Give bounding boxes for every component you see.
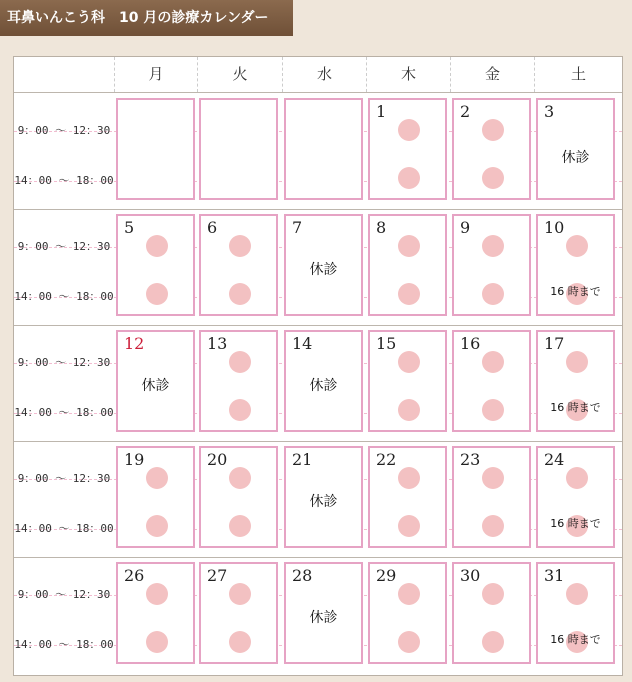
morning-slot-label: 9：00 〜 12：30 xyxy=(17,240,111,253)
week-separator xyxy=(14,325,622,326)
afternoon-slot-label: 14：00 〜 18：00 xyxy=(14,290,114,303)
early-close-note: 16 時まで xyxy=(550,401,601,414)
morning-slot-label: 9：00 〜 12：30 xyxy=(17,472,111,485)
day-cell-thu xyxy=(368,98,447,200)
closed-label: 休診 xyxy=(141,378,170,394)
date-number: 3 xyxy=(544,102,555,121)
open-afternoon-dot xyxy=(482,399,504,421)
open-afternoon-dot xyxy=(398,515,420,537)
day-cell-tue xyxy=(199,98,278,200)
date-number: 30 xyxy=(460,566,481,585)
calendar-table xyxy=(13,56,623,676)
early-close-note: 16 時まで xyxy=(550,285,601,298)
open-morning-dot xyxy=(229,351,251,373)
day-cell-fri xyxy=(452,446,531,548)
day-cell-thu xyxy=(368,446,447,548)
afternoon-slot-label: 14：00 〜 18：00 xyxy=(14,174,114,187)
open-morning-dot xyxy=(482,119,504,141)
open-afternoon-dot xyxy=(482,631,504,653)
date-number: 22 xyxy=(376,450,397,469)
date-number: 15 xyxy=(376,334,397,353)
day-cell-fri xyxy=(452,562,531,664)
open-morning-dot xyxy=(566,235,588,257)
open-afternoon-dot xyxy=(229,631,251,653)
open-morning-dot xyxy=(229,235,251,257)
week-separator xyxy=(14,209,622,210)
open-morning-dot xyxy=(229,467,251,489)
open-morning-dot xyxy=(482,467,504,489)
day-cell-wed xyxy=(284,446,363,548)
week-separator xyxy=(14,557,622,558)
open-morning-dot xyxy=(398,235,420,257)
day-cell-wed xyxy=(284,98,363,200)
day-cell-mon xyxy=(116,330,195,432)
day-cell-mon xyxy=(116,446,195,548)
open-morning-dot xyxy=(146,583,168,605)
date-number: 17 xyxy=(544,334,565,353)
date-number: 6 xyxy=(207,218,218,237)
afternoon-slot-label: 14：00 〜 18：00 xyxy=(14,406,114,419)
date-number: 29 xyxy=(376,566,397,585)
day-header-thu: 木 xyxy=(366,57,450,92)
closed-label: 休診 xyxy=(309,494,338,510)
date-number: 16 xyxy=(460,334,481,353)
date-number: 26 xyxy=(124,566,145,585)
open-afternoon-dot xyxy=(398,399,420,421)
day-cell-thu xyxy=(368,214,447,316)
open-morning-dot xyxy=(146,235,168,257)
open-morning-dot xyxy=(398,351,420,373)
open-afternoon-dot xyxy=(398,167,420,189)
date-number: 10 xyxy=(544,218,565,237)
date-number: 2 xyxy=(460,102,471,121)
day-cell-tue xyxy=(199,562,278,664)
open-afternoon-dot xyxy=(398,631,420,653)
afternoon-slot-label: 14：00 〜 18：00 xyxy=(14,638,114,651)
open-afternoon-dot xyxy=(229,399,251,421)
open-morning-dot xyxy=(566,351,588,373)
day-cell-thu xyxy=(368,562,447,664)
morning-slot-label: 9：00 〜 12：30 xyxy=(17,124,111,137)
morning-slot-label: 9：00 〜 12：30 xyxy=(17,356,111,369)
date-number: 5 xyxy=(124,218,135,237)
holiday-date-number: 12 xyxy=(124,334,145,353)
date-number: 14 xyxy=(292,334,313,353)
date-number: 7 xyxy=(292,218,303,237)
day-cell-fri xyxy=(452,98,531,200)
open-morning-dot xyxy=(482,351,504,373)
open-afternoon-dot xyxy=(146,515,168,537)
early-close-note: 16 時まで xyxy=(550,517,601,530)
closed-label: 休診 xyxy=(309,610,338,626)
day-cell-mon xyxy=(116,98,195,200)
day-cell-tue xyxy=(199,214,278,316)
date-number: 28 xyxy=(292,566,313,585)
day-cell-fri xyxy=(452,330,531,432)
date-number: 23 xyxy=(460,450,481,469)
day-cell-sat xyxy=(536,98,615,200)
open-morning-dot xyxy=(398,119,420,141)
open-morning-dot xyxy=(566,467,588,489)
open-afternoon-dot xyxy=(146,631,168,653)
day-cell-wed xyxy=(284,330,363,432)
date-number: 24 xyxy=(544,450,565,469)
closed-label: 休診 xyxy=(561,150,590,166)
afternoon-slot-label: 14：00 〜 18：00 xyxy=(14,522,114,535)
date-number: 13 xyxy=(207,334,228,353)
early-close-note: 16 時まで xyxy=(550,633,601,646)
day-header-tue: 火 xyxy=(197,57,282,92)
open-morning-dot xyxy=(229,583,251,605)
date-number: 31 xyxy=(544,566,565,585)
day-cell-tue xyxy=(199,446,278,548)
open-afternoon-dot xyxy=(229,515,251,537)
open-afternoon-dot xyxy=(482,167,504,189)
day-cell-wed xyxy=(284,214,363,316)
day-header-mon: 月 xyxy=(114,57,197,92)
day-header-fri: 金 xyxy=(450,57,534,92)
date-number: 27 xyxy=(207,566,228,585)
open-morning-dot xyxy=(482,235,504,257)
date-number: 19 xyxy=(124,450,145,469)
day-header-sat: 土 xyxy=(534,57,622,92)
day-cell-fri xyxy=(452,214,531,316)
date-number: 8 xyxy=(376,218,387,237)
day-cell-mon xyxy=(116,214,195,316)
open-morning-dot xyxy=(566,583,588,605)
closed-label: 休診 xyxy=(309,262,338,278)
open-morning-dot xyxy=(146,467,168,489)
date-number: 20 xyxy=(207,450,228,469)
day-cell-wed xyxy=(284,562,363,664)
open-afternoon-dot xyxy=(146,283,168,305)
day-cell-mon xyxy=(116,562,195,664)
open-morning-dot xyxy=(398,583,420,605)
day-cell-sat xyxy=(536,330,615,432)
day-cell-sat xyxy=(536,214,615,316)
calendar-title: 耳鼻いんこう科 10 月の診療カレンダー xyxy=(0,0,293,36)
morning-slot-label: 9：00 〜 12：30 xyxy=(17,588,111,601)
day-cell-tue xyxy=(199,330,278,432)
closed-label: 休診 xyxy=(309,378,338,394)
day-cell-thu xyxy=(368,330,447,432)
day-cell-sat xyxy=(536,446,615,548)
open-morning-dot xyxy=(482,583,504,605)
date-number: 1 xyxy=(376,102,387,121)
date-number: 9 xyxy=(460,218,471,237)
day-cell-sat xyxy=(536,562,615,664)
week-separator xyxy=(14,441,622,442)
day-header-wed: 水 xyxy=(282,57,366,92)
open-afternoon-dot xyxy=(229,283,251,305)
open-afternoon-dot xyxy=(482,283,504,305)
header-divider xyxy=(14,92,622,93)
open-morning-dot xyxy=(398,467,420,489)
open-afternoon-dot xyxy=(482,515,504,537)
open-afternoon-dot xyxy=(398,283,420,305)
date-number: 21 xyxy=(292,450,313,469)
